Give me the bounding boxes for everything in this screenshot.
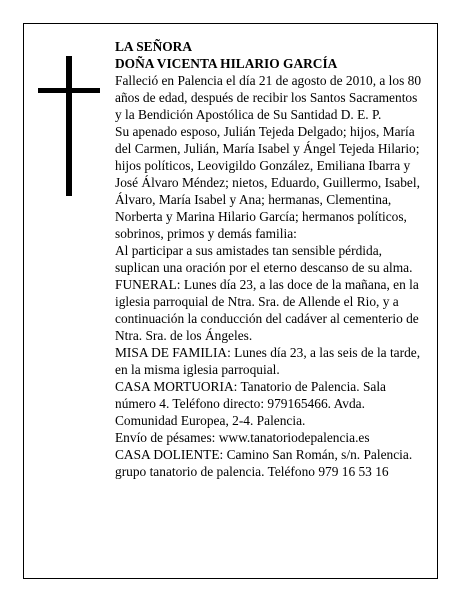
paragraph-family-home: CASA DOLIENTE: Camino San Román, s/n. Palencia. grupo tanatorio de palencia. Teléfono 979 16 53 16 <box>115 447 413 479</box>
paragraph-family: Su apenado esposo, Julián Tejeda Delgado; hijos, María del Carmen, Julián, María Isabel y Ángel Tejeda Hilario; hijos políticos, Leovigildo González, Emiliana Ibarra y José Álvaro Méndez; nietos, Eduardo, Guillermo, Isabel, Álvaro, María Isabel y Ana; hermanas, Clementina, Norberta y Marina Hilario García; hermanos políticos, sobrinos, primos y demás familia: <box>115 124 420 241</box>
title-line-2: DOÑA VICENTA HILARIO GARCÍA <box>115 56 338 71</box>
paragraph-family-mass: MISA DE FAMILIA: Lunes día 23, a las seis de la tarde, en la misma iglesia parroquial. <box>115 345 421 377</box>
obituary-text <box>115 38 427 480</box>
cross-vertical-bar <box>66 56 72 196</box>
paragraph-funeral: FUNERAL: Lunes día 23, a las doce de la mañana, en la iglesia parroquial de Ntra. Sra. de Allende el Rio, y a continuación la conducción del cadáver al cementerio de Ntra. Sra. de los Ángeles. <box>115 277 419 343</box>
title-line-1: LA SEÑORA <box>115 39 193 54</box>
cross-icon <box>38 56 100 196</box>
paragraph-death-announcement: Falleció en Palencia el día 21 de agosto de 2010, a los 80 años de edad, después de recibir los Santos Sacramentos y la Bendición Apostólica de Su Santidad D. E. P. <box>115 73 422 122</box>
cross-horizontal-bar <box>38 88 100 93</box>
paragraph-funeral-home: CASA MORTUORIA: Tanatorio de Palencia. Sala número 4. Teléfono directo: 979165466. Avda. Comunidad Europea, 2-4. Palencia. <box>115 379 386 428</box>
paragraph-condolences: Envío de pésames: www.tanatoriodepalencia.es <box>115 430 370 445</box>
paragraph-prayer-request: Al participar a sus amistades tan sensible pérdida, suplican una oración por el eterno descanso de su alma. <box>115 243 413 275</box>
